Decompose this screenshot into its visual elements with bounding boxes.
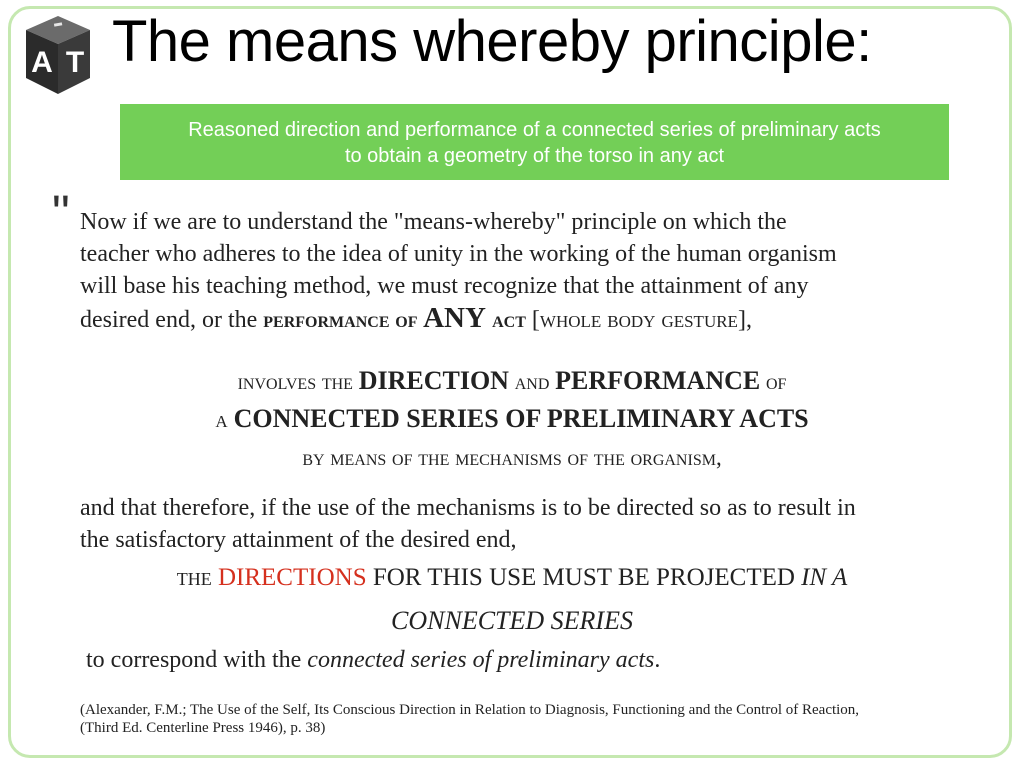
text-run: to correspond with the <box>86 647 308 673</box>
text-run-any: ANY <box>417 302 493 334</box>
para1-line-3: will base his teaching method, we must recognize that the attainment of any <box>80 273 809 299</box>
quote-paragraph-2 <box>80 492 856 556</box>
text-run-act: act <box>492 307 526 332</box>
banner-line-1: Reasoned direction and performance of a connected series of preliminary acts <box>188 119 881 141</box>
text-run-connected-series-acts: connected series of preliminary acts <box>307 647 655 673</box>
emphasis-line-2 <box>0 404 1024 434</box>
text-run-direction: DIRECTION <box>358 366 509 395</box>
emphasis-line-5: CONNECTED SERIES <box>391 606 633 635</box>
text-run: . <box>654 647 661 673</box>
emphasis-line-1 <box>0 366 1024 396</box>
definition-banner <box>120 104 949 180</box>
citation-line-1: (Alexander, F.M.; The Use of the Self, Its Conscious Direction in Relation to Diagnosis, Functioning and the Control of Reaction, <box>80 702 860 718</box>
text-run: and <box>508 369 556 394</box>
text-run: desired end, or the <box>80 307 264 333</box>
logo-letter-t: T <box>65 46 85 79</box>
text-run-connected-series: CONNECTED SERIES OF PRELIMINARY ACTS <box>233 404 809 433</box>
para1-line-1: Now if we are to understand the "means-whereby" principle on which the <box>80 209 787 235</box>
emphasis-line-3: by means of the mechanisms of the organism, <box>302 445 722 470</box>
slide-title: The means whereby principle: <box>112 9 872 74</box>
text-run: involves the <box>237 369 359 394</box>
at-cube-logo-icon <box>24 14 92 96</box>
text-run: a <box>215 407 234 433</box>
citation <box>80 701 859 737</box>
text-run-directions: DIRECTIONS <box>217 564 367 591</box>
text-run: of <box>760 369 787 394</box>
logo-letter-a: A <box>31 46 53 79</box>
quote-paragraph-3 <box>86 644 660 676</box>
para2-line-2: the satisfactory attainment of the desired end, <box>80 527 517 553</box>
banner-line-2: to obtain a geometry of the torso in any act <box>344 145 725 167</box>
para1-line-2: teacher who adheres to the idea of unity in the working of the human organism <box>80 241 837 267</box>
quote-paragraph-1 <box>80 206 837 336</box>
quote-mark: " <box>52 185 70 241</box>
text-run-in-a: IN A <box>801 564 848 591</box>
text-run-performance: PERFORMANCE <box>555 366 761 395</box>
text-run-gesture: whole body gesture <box>539 307 738 333</box>
emphasis-line-4 <box>0 564 1024 592</box>
text-run: the <box>176 564 218 591</box>
para2-line-1: and that therefore, if the use of the mechanisms is to be directed so as to result in <box>80 495 856 521</box>
text-run-performance: performance of <box>263 307 418 332</box>
para1-line-4 <box>80 302 837 336</box>
text-run: FOR THIS USE MUST BE PROJECTED <box>366 564 802 591</box>
text-run: ], <box>737 307 752 333</box>
text-run: [ <box>525 307 540 333</box>
citation-line-2: (Third Ed. Centerline Press 1946), p. 38) <box>80 720 326 736</box>
